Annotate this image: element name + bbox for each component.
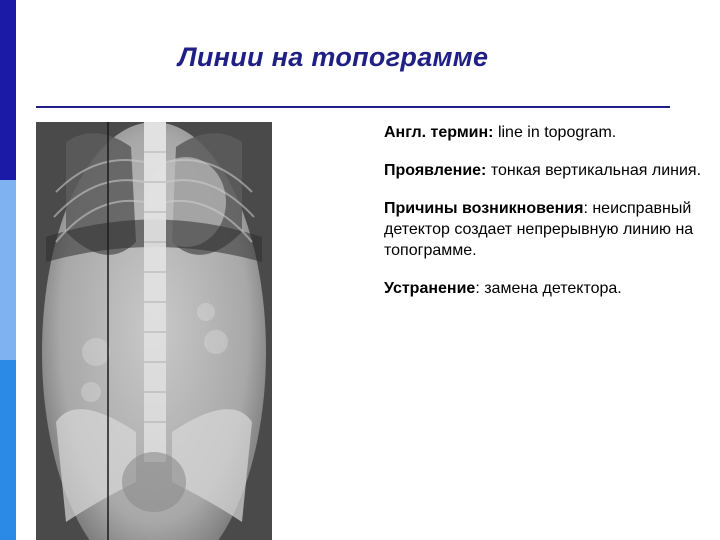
side-bar-middle (0, 180, 16, 360)
manifest-value: тонкая вертикальная линия. (486, 162, 702, 179)
slide-title: Линии на топограмме (178, 42, 489, 72)
fix-paragraph (384, 278, 718, 299)
term-paragraph (384, 122, 718, 143)
fix-label: Устранение (384, 280, 476, 297)
causes-label: Причины возникновения (384, 200, 584, 217)
manifest-paragraph (384, 160, 718, 181)
fix-value: : замена детектора. (475, 280, 622, 297)
term-label: Англ. термин: (384, 124, 494, 141)
description-panel (384, 122, 718, 316)
term-value: line in topogram. (493, 124, 617, 141)
causes-paragraph (384, 198, 718, 261)
side-bar-top (0, 0, 16, 180)
manifest-label: Проявление: (384, 162, 487, 179)
side-bar-bottom (0, 360, 16, 540)
causes-value: : неисправный детектор создает непрерывную линию на топограмме. (384, 200, 694, 259)
xray-topogram-image (36, 122, 272, 540)
title-divider (36, 106, 670, 108)
